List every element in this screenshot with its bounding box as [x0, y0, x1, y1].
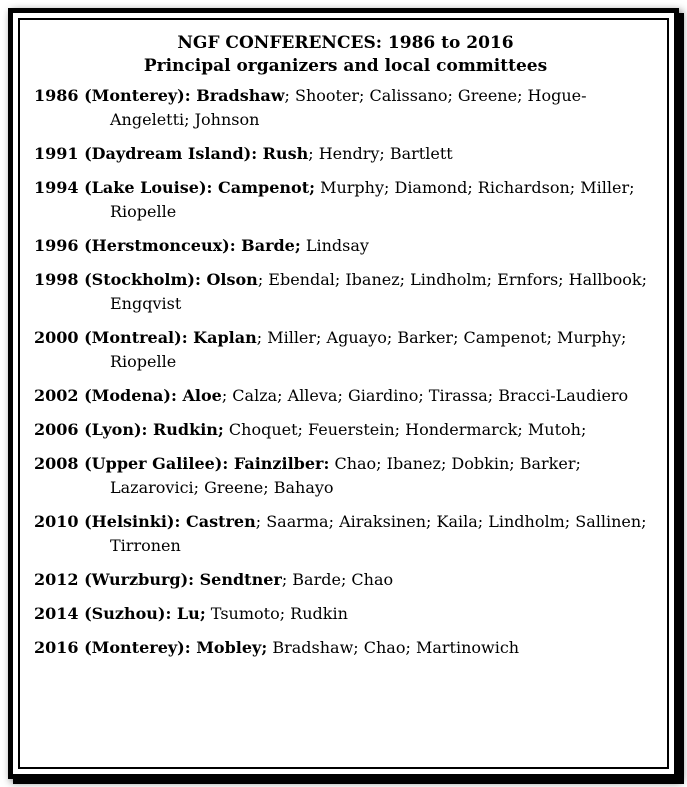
- entry-heading: 2012 (Wurzburg): Sendtner: [34, 570, 282, 589]
- title-line-1: NGF CONFERENCES: 1986 to 2016: [177, 33, 514, 53]
- entry-heading: 2002 (Modena): Aloe: [34, 386, 222, 405]
- entry-heading: 1991 (Daydream Island): Rush: [34, 144, 309, 163]
- entry-heading: 2008 (Upper Galilee): Fainzilber:: [34, 454, 330, 473]
- entry-heading: 2016 (Monterey): Mobley;: [34, 638, 268, 657]
- conference-entry-2012: [34, 568, 657, 592]
- document-frame: [8, 8, 679, 779]
- entry-committee: ; Barde; Chao: [281, 570, 394, 589]
- conference-entry-2014: [34, 602, 657, 626]
- conference-entry-1991: [34, 142, 657, 166]
- conference-entry-2008: [34, 452, 657, 500]
- document-title: [34, 32, 657, 78]
- entry-heading: 1998 (Stockholm): Olson: [34, 270, 258, 289]
- conference-entry-1998: [34, 268, 657, 316]
- entry-committee: ; Shooter; Calissano; Greene; Hogue-Angeletti; Johnson: [110, 86, 587, 129]
- conference-entry-1996: [34, 234, 657, 258]
- entry-heading: 1994 (Lake Louise): Campenot;: [34, 178, 315, 197]
- entry-heading: 2014 (Suzhou): Lu;: [34, 604, 206, 623]
- entry-committee: Tsumoto; Rudkin: [205, 604, 348, 623]
- conference-entry-1994: [34, 176, 657, 224]
- document-content: [34, 32, 657, 670]
- conference-entry-2010: [34, 510, 657, 558]
- entry-committee: ; Ebendal; Ibanez; Lindholm; Ernfors; Hallbook; Engqvist: [110, 270, 647, 313]
- entry-committee: ; Hendry; Bartlett: [308, 144, 453, 163]
- conference-entry-2016: [34, 636, 657, 660]
- entry-committee: ; Saarma; Airaksinen; Kaila; Lindholm; Sallinen; Tirronen: [110, 512, 647, 555]
- entry-committee: Choquet; Feuerstein; Hondermarck; Mutoh;: [223, 420, 587, 439]
- conference-entry-2006: [34, 418, 657, 442]
- entry-heading: 2006 (Lyon): Rudkin;: [34, 420, 224, 439]
- entry-heading: 1996 (Herstmonceux): Barde;: [34, 236, 301, 255]
- entry-committee: Chao; Ibanez; Dobkin; Barker; Lazarovici; Greene; Bahayo: [110, 454, 581, 497]
- entry-committee: ; Calza; Alleva; Giardino; Tirassa; Bracci-Laudiero: [221, 386, 629, 405]
- entry-committee: Murphy; Diamond; Richardson; Miller; Riopelle: [110, 178, 635, 221]
- entry-committee: Bradshaw; Chao; Martinowich: [267, 638, 520, 657]
- entry-committee: ; Miller; Aguayo; Barker; Campenot; Murphy; Riopelle: [110, 328, 627, 371]
- entry-heading: 2010 (Helsinki): Castren: [34, 512, 256, 531]
- entry-committee: Lindsay: [300, 236, 369, 255]
- conference-entry-2000: [34, 326, 657, 374]
- entry-heading: 2000 (Montreal): Kaplan: [34, 328, 257, 347]
- conference-entry-2002: [34, 384, 657, 408]
- title-line-2: Principal organizers and local committees: [143, 56, 548, 76]
- conference-list: [34, 84, 657, 660]
- conference-entry-1986: [34, 84, 657, 132]
- document-panel: [18, 18, 669, 769]
- entry-heading: 1986 (Monterey): Bradshaw: [34, 86, 285, 105]
